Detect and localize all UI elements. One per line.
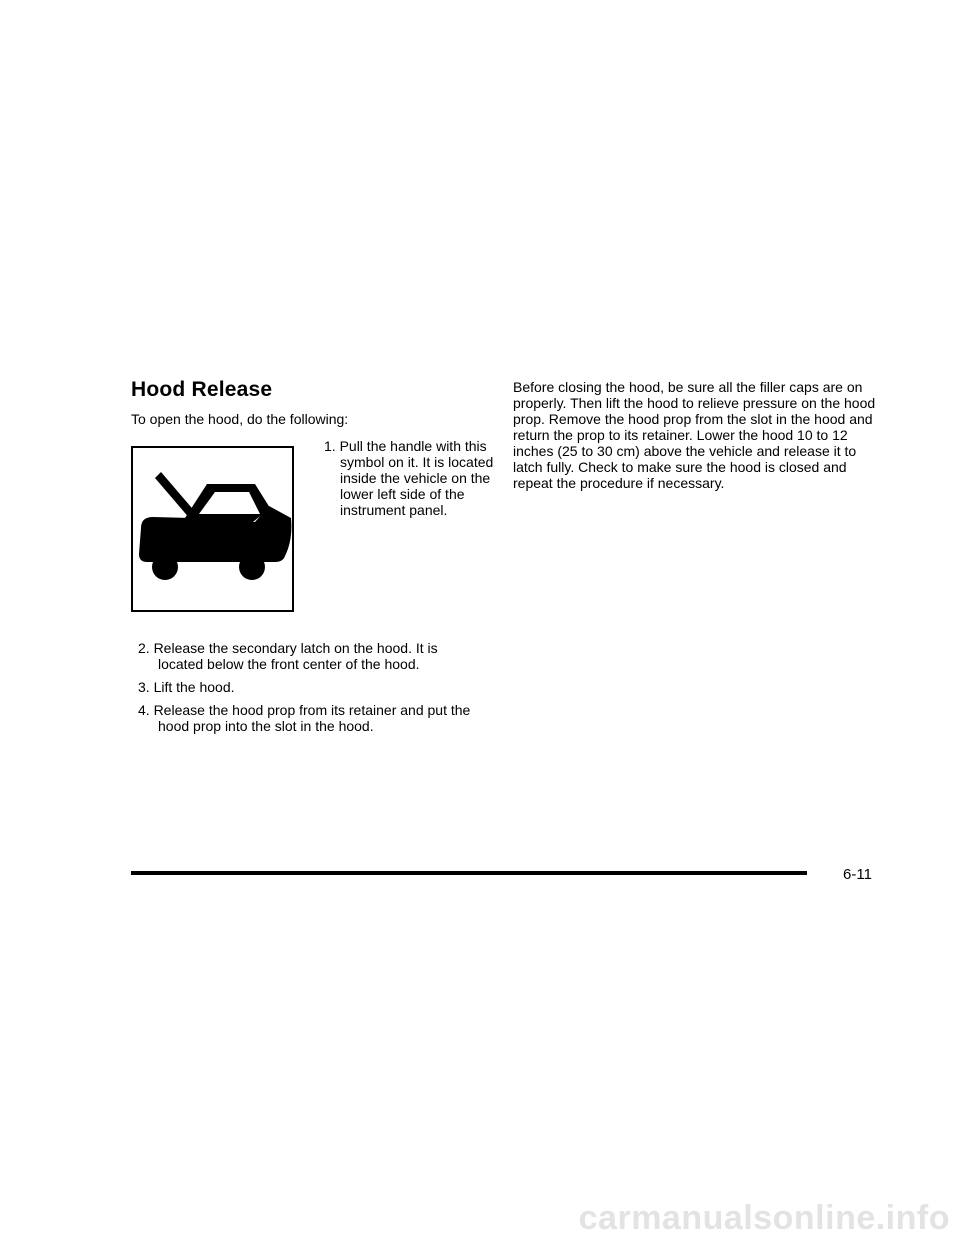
section-title: Hood Release — [131, 378, 273, 401]
page-number: 6-11 — [843, 866, 872, 883]
footer-rule — [131, 871, 807, 875]
hood-open-car-icon — [133, 448, 292, 610]
closing-paragraph: Before closing the hood, be sure all the filler caps are on properly. Then lift the hood to relieve pressure on the hood prop. Remove the hood prop from the slot in the hood and return the prop to its retainer. Lower the hood 10 to 12 inches (25 to 30 cm) above the vehicle and release it to latch fully. Check to make sure the hood is closed and repeat the procedure if necessary. — [513, 379, 876, 491]
step-1: 1. Pull the handle with this symbol on it. It is located inside the vehicle on the lower left side of the instrument panel. — [324, 438, 494, 518]
steps-list — [138, 640, 478, 741]
step-4: 4. Release the hood prop from its retainer and put the hood prop into the slot in the hood. — [138, 702, 471, 734]
hood-release-symbol-frame — [131, 446, 294, 612]
step-3: 3. Lift the hood. — [138, 679, 235, 695]
watermark: carmanualsonline.info — [578, 1199, 950, 1237]
intro-text: To open the hood, do the following: — [131, 411, 349, 427]
step-2: 2. Release the secondary latch on the hood. It is located below the front center of the hood. — [138, 640, 438, 672]
